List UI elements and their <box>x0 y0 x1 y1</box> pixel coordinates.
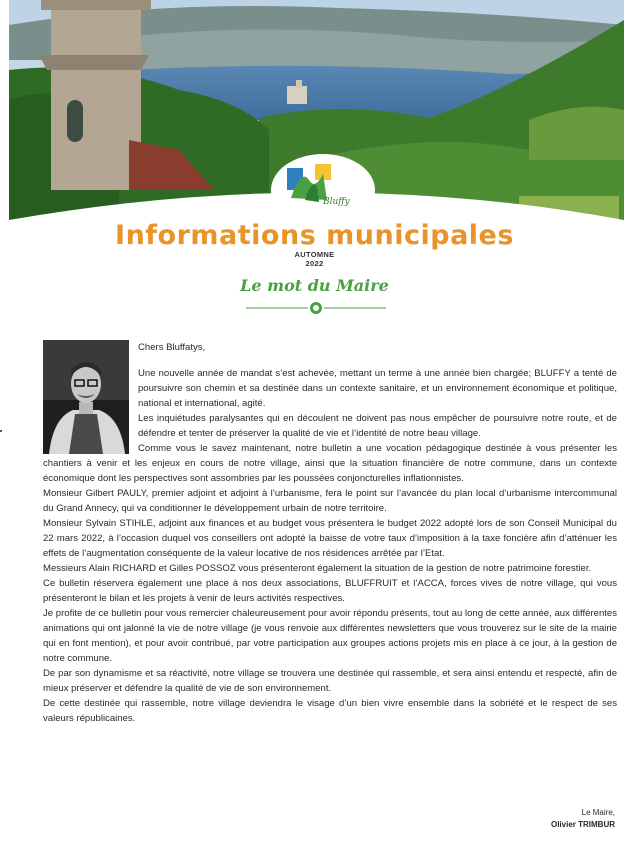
section-title: Le mot du Maire <box>240 276 389 295</box>
signature-role: Le Maire, <box>581 808 615 817</box>
letter-paragraph: Les inquiétudes paralysantes qui en découlent ne doivent pas nous empêcher de poursuivre notre route, et de défendre et tenter de préserver la qualité de vie et l’identité de notre beau village. <box>138 413 617 439</box>
margin-mark <box>0 430 2 432</box>
letter-paragraph: Ce bulletin réservera également une place à nos deux associations, BLUFFRUIT et l’ACCA, forces vives de notre village, qui vous présenteront le bilan et les projets à venir de leurs activités respectives. <box>43 578 617 604</box>
signature <box>551 807 615 831</box>
season-year: 2022 <box>305 259 324 268</box>
page-title: Informations municipales <box>115 220 514 251</box>
letter-paragraph: Messieurs Alain RICHARD et Gilles POSSOZ vous présenteront également la situation de la gestion de notre patrimoine forestier. <box>43 563 592 574</box>
letter-paragraph: De par son dynamisme et sa réactivité, notre village se trouvera une destinée qui rassemble, et sera ainsi entendu et respecté, afin de mieux préserver et défendre la qualité de vie de son environnement. <box>43 668 617 694</box>
season-label: AUTOMNE <box>294 250 335 259</box>
logo-wordmark: Bluffy <box>323 197 350 207</box>
signature-name: Olivier TRIMBUR <box>550 820 615 829</box>
letter-paragraph: Une nouvelle année de mandat s’est achevée, mettant un terme à une année bien chargée; BLUFFY a tenté de poursuivre son chemin et sa destinée dans un contexte sanitaire, et un environnement économique et politique, national et international, agité. <box>138 368 617 409</box>
section-divider <box>246 300 386 316</box>
bluffy-logo <box>283 160 350 210</box>
mayor-letter <box>43 340 617 726</box>
letter-greeting: Chers Bluffatys, <box>138 342 206 353</box>
letter-paragraph: Monsieur Gilbert PAULY, premier adjoint et adjoint à l’urbanisme, fera le point sur l’avancée du plan local d’urbanisme intercommunal du Grand Annecy, qui va conditionner le développement urbain de notre territoire. <box>43 488 617 514</box>
letter-paragraph: Monsieur Sylvain STIHLE, adjoint aux finances et au budget vous présentera le budget 2022 adopté lors de son Conseil Municipal du 22 mars 2022, à l’occasion duquel vos conseillers ont adopté la baisse de votre taux d’imposition à la taxe foncière afin d’atténuer les effets de l’augmentation conséquente de la valeur locative de nos résidences arrêtée par l’Etat. <box>43 518 617 559</box>
letter-paragraph: Comme vous le savez maintenant, notre bulletin a une vocation pédagogique destinée à vous présenter les chantiers à venir et les enjeux en cours de notre village, ainsi que la situation financière de notre commune, dans un contexte économique dont les perspectives sont assombries par les poussées conjoncturelles inflationnistes. <box>43 443 617 484</box>
letter-paragraph: De cette destinée qui rassemble, notre village deviendra le visage d’un bien vivre ensemble dans la sobriété et le respect de ses valeurs républicaines. <box>43 698 617 724</box>
letter-paragraph: Je profite de ce bulletin pour vous remercier chaleureusement pour avoir répondu présents, tout au long de cette année, aux différentes animations qui ont jalonné la vie de notre village (je vous renvoie aux différentes newsletters que vous trouverez sur le site de la mairie qui en font mention), et pour avoir contribué, par votre participation aux groupes actions projets mis en place à ce jour, à la gestion de notre commune. <box>43 608 617 664</box>
